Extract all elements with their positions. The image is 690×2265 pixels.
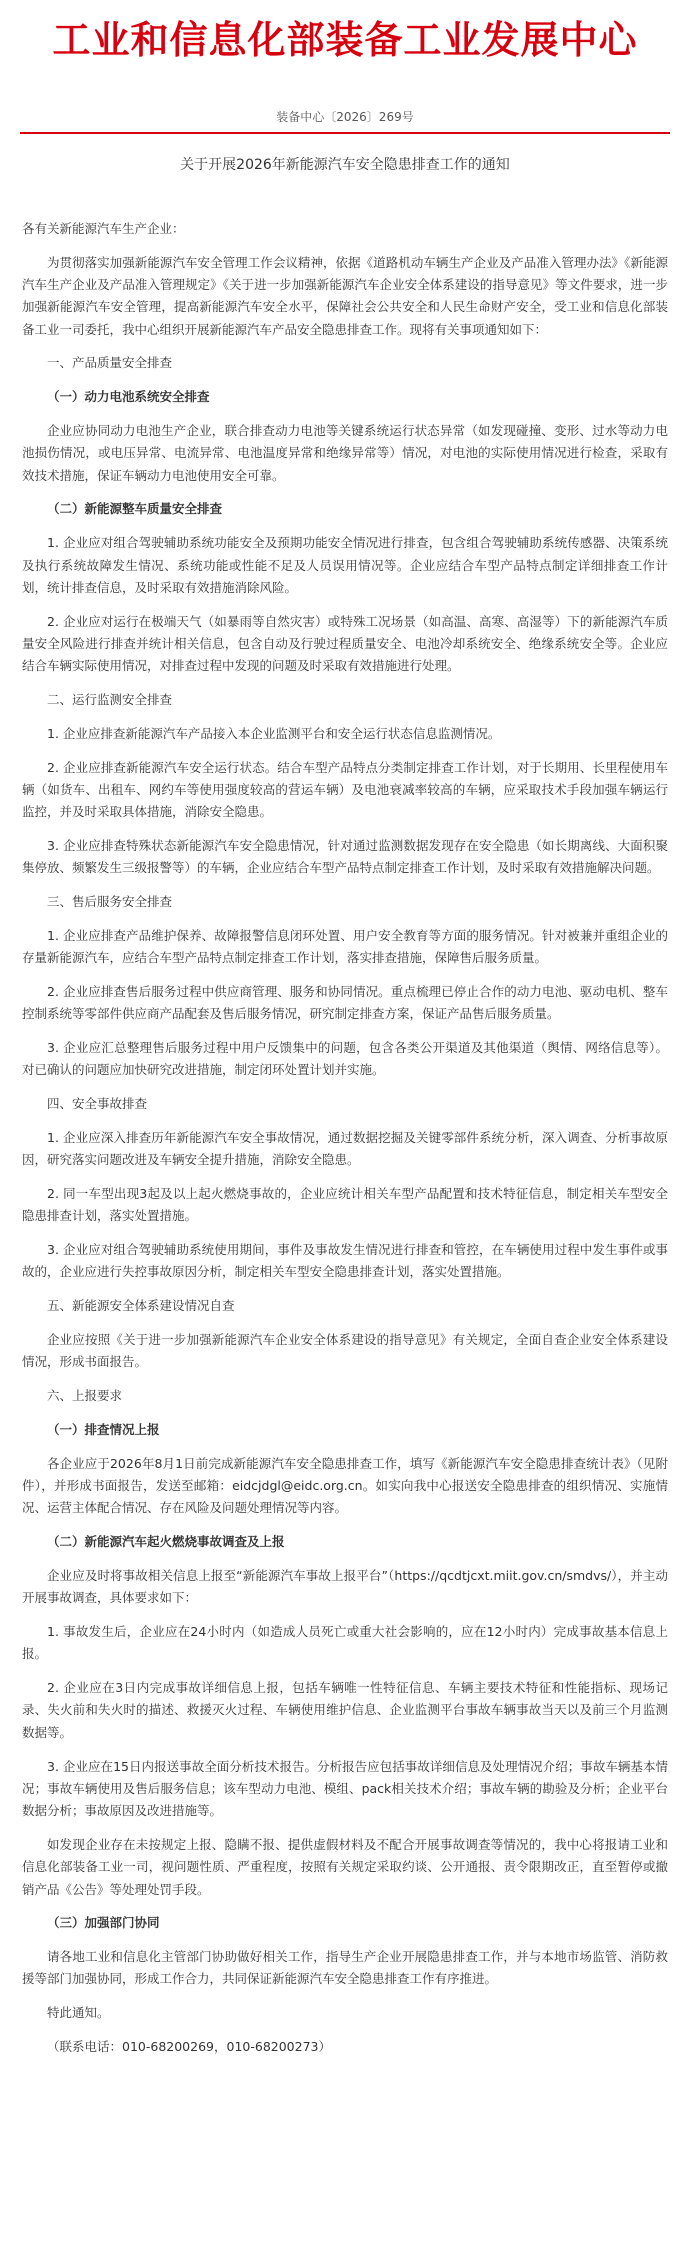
subsection-heading: （三）加强部门协同	[47, 1915, 160, 1931]
section-heading: 四、安全事故排查	[47, 1096, 148, 1112]
body-paragraph: 3. 企业应排查特殊状态新能源汽车安全隐患情况，针对通过监测数据发现存在安全隐患（如长期离线、大面积聚集停放、频繁发生三级报警等）的车辆，企业应结合车型产品特点制定排查工作计划，及时采取有效措施解决问题。	[22, 838, 668, 876]
body-paragraph: 3. 企业应汇总整理售后服务过程中用户反馈集中的问题，包含各类公开渠道及其他渠道（舆情、网络信息等）。对已确认的问题应加快研究改进措施，制定闭环处置计划并实施。	[22, 1040, 668, 1078]
section-heading: 二、运行监测安全排查	[47, 692, 173, 708]
body-paragraph: 2. 企业应对运行在极端天气（如暴雨等自然灾害）或特殊工况场景（如高温、高寒、高湿等）下的新能源汽车质量安全风险进行排查并统计相关信息，包含自动及行驶过程质量安全、电池冷却系统安全、绝缘系统安全等。企业应结合车辆实际使用情况，对排查过程中发现的问题及时采取有效措施进行处理。	[22, 613, 668, 674]
body-paragraph: 2. 企业应排查新能源汽车安全运行状态。结合车型产品特点分类制定排查工作计划，对于长期用、长里程使用车辆（如货车、出租车、网约车等使用强度较高的营运车辆）及电池衰减率较高的车辆，应采取技术手段加强车辆运行监控，并及时采取具体措施，消除安全隐患。	[22, 759, 668, 820]
body-paragraph: 企业应协同动力电池生产企业，联合排查动力电池等关键系统运行状态异常（如发现碰撞、变形、过水等动力电池损伤情况，或电压异常、电流异常、电池温度异常和绝缘异常等）情况，对电池的实际使用情况进行检查，采取有效技术措施，保证车辆动力电池使用安全可靠。	[22, 423, 668, 483]
body-paragraph: 3. 企业应对组合驾驶辅助系统使用期间，事件及事故发生情况进行排查和管控，在车辆使用过程中发生事件或事故的，企业应进行失控事故原因分析，制定相关车型安全隐患排查计划，落实处置措施。	[22, 1242, 668, 1280]
body-paragraph: 企业应及时将事故相关信息上报至“新能源汽车事故上报平台”（https://qcdtjcxt.miit.gov.cn/smdvs/），并主动开展事故调查，具体要求如下：	[22, 1567, 668, 1606]
body-paragraph: 企业应按照《关于进一步加强新能源汽车企业安全体系建设的指导意见》有关规定，全面自查企业安全体系建设情况，形成书面报告。	[22, 1332, 668, 1370]
body-paragraph: 2. 同一车型出现3起及以上起火燃烧事故的，企业应统计相关车型产品配置和技术特征信息，制定相关车型安全隐患排查计划，落实处置措施。	[22, 1186, 668, 1224]
salutation: 各有关新能源汽车生产企业：	[22, 221, 185, 236]
section-heading: 三、售后服务安全排查	[47, 894, 173, 910]
section-heading: 六、上报要求	[47, 1388, 123, 1404]
body-paragraph: 1. 事故发生后，企业应在24小时内（如造成人员死亡或重大社会影响的，应在12小时内）完成事故基本信息上报。	[22, 1624, 668, 1662]
body-paragraph: 1. 企业应排查新能源汽车产品接入本企业监测平台和安全运行状态信息监测情况。	[47, 725, 501, 741]
body-paragraph: 1. 企业应对组合驾驶辅助系统功能安全及预期功能安全情况进行排查，包含组合驾驶辅助系统传感器、决策系统及执行系统故障发生情况、系统功能或性能不足及人员误用情况等。企业应结合车型产品特点制定详细排查工作计划，统计排查信息，及时采取有效措施消除风险。	[22, 535, 668, 595]
org-title: 工业和信息化部装备工业发展中心	[52, 17, 638, 62]
subsection-heading: （一）排查情况上报	[47, 1421, 160, 1437]
subsection-heading: （二）新能源整车质量安全排查	[47, 501, 223, 517]
section-heading: 五、新能源安全体系建设情况自查	[47, 1298, 235, 1314]
body-paragraph: 1. 企业应排查产品维护保养、故障报警信息闭环处置、用户安全教育等方面的服务情况。针对被兼并重组企业的存量新能源汽车，应结合车型产品特点制定排查工作计划，落实排查措施，保障售后服务质量。	[22, 927, 668, 966]
body-paragraph: 2. 企业应在3日内完成事故详细信息上报，包括车辆唯一性特征信息、车辆主要技术特征和性能指标、现场记录、失火前和失火时的描述、救援灭火过程、车辆使用维护信息、企业监测平台事故车辆事故当天以及前三个月监测数据等。	[22, 1680, 668, 1740]
section-heading: 一、产品质量安全排查	[47, 355, 173, 371]
body-paragraph: 3. 企业应在15日内报送事故全面分析技术报告。分析报告应包括事故详细信息及处理情况介绍；事故车辆基本情况；事故车辆使用及售后服务信息；该车型动力电池、模组、pack相关技术介绍；事故车辆的勘验及分析；企业平台数据分析；事故原因及改进措施等。	[22, 1758, 668, 1819]
body-paragraph: 1. 企业应深入排查历年新能源汽车安全事故情况，通过数据挖掘及关键零部件系统分析，深入调查、分析事故原因，研究落实问题改进及车辆安全提升措施，消除安全隐患。	[22, 1130, 668, 1168]
document-number: 装备中心〔2026〕269号	[276, 110, 414, 124]
body-paragraph: 如发现企业存在未按规定上报、隐瞒不报、提供虚假材料及不配合开展事故调查等情况的，我中心将报请工业和信息化部装备工业一司，视问题性质、严重程度，按照有关规定采取约谈、公开通报、责令限期改正，直至暂停或撤销产品《公告》等处理处罚手段。	[22, 1836, 668, 1897]
body-paragraph: 各企业应于2026年8月1日前完成新能源汽车安全隐患排查工作，填写《新能源汽车安全隐患排查统计表》（见附件），并形成书面报告，发送至邮箱：eidcjdgl@eidc.org.cn。如实向我中心报送安全隐患排查的组织情况、实施情况、运营主体配合情况、存在风险及问题处理情况等内容。	[22, 1455, 668, 1516]
body-paragraph: 2. 企业应排查售后服务过程中供应商管理、服务和协同情况。重点梳理已停止合作的动力电池、驱动电机、整车控制系统等零部件供应商产品配套及售后服务情况，研究制定排查方案，保证产品售后服务质量。	[22, 984, 668, 1022]
notice-title: 关于开展2026年新能源汽车安全隐患排查工作的通知	[180, 157, 510, 173]
subsection-heading: （二）新能源汽车起火燃烧事故调查及上报	[47, 1534, 285, 1550]
red-divider	[20, 132, 670, 134]
document-body	[22, 218, 668, 2058]
body-paragraph: 为贯彻落实加强新能源汽车安全管理工作会议精神，依据《道路机动车辆生产企业及产品准入管理办法》《新能源汽车生产企业及产品准入管理规定》《关于进一步加强新能源汽车企业安全体系建设的指导意见》等文件要求，进一步加强新能源汽车安全管理，提高新能源汽车安全水平，保障社会公共安全和人民生命财产安全，受工业和信息化部装备工业一司委托，我中心组织开展新能源汽车产品安全隐患排查工作。现将有关事项通知如下：	[22, 254, 668, 337]
body-paragraph: 请各地工业和信息化主管部门协助做好相关工作，指导生产企业开展隐患排查工作，并与本地市场监管、消防救援等部门加强协同，形成工作合力，共同保证新能源汽车安全隐患排查工作有序推进。	[22, 1949, 668, 1987]
subsection-heading: （一）动力电池系统安全排查	[47, 389, 210, 405]
body-paragraph: 特此通知。	[47, 2005, 110, 2021]
contact-info: （联系电话：010-68200269，010-68200273）	[47, 2039, 331, 2054]
